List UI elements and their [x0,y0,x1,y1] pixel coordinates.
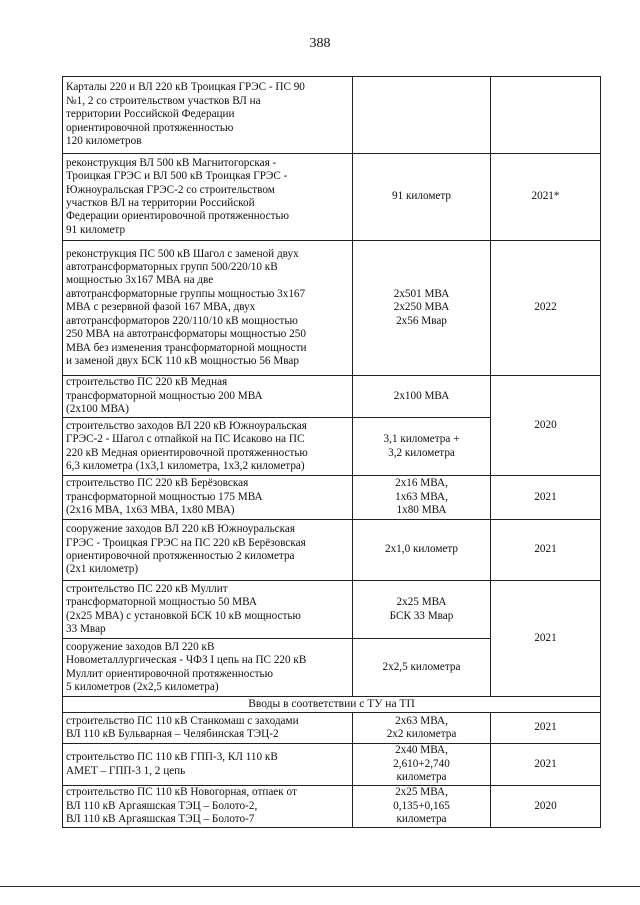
table-row [63,77,601,154]
row-value: 2х25 МВА, 0,135+0,165 километра [353,786,491,828]
row-value [353,77,491,154]
row-value: 2х63 МВА, 2х2 километра [353,713,491,744]
row-year: 2021 [491,520,601,581]
row-year: 2021 [491,713,601,744]
table-row [63,713,601,744]
row-year: 2021 [491,476,601,520]
row-description: строительство ПС 220 кВ Медная трансформаторной мощностью 200 МВА (2х100 МВА) [63,376,353,418]
row-value: 2х16 МВА, 1х63 МВА, 1х80 МВА [353,476,491,520]
table-row [63,476,601,520]
row-year: 2021* [491,154,601,241]
row-description: строительство ПС 220 кВ Муллит трансформаторной мощностью 50 МВА (2х25 МВА) с установкой БСК 10 кВ мощностью 33 Мвар [63,581,353,639]
table-row [63,520,601,581]
row-description: строительство ПС 220 кВ Берёзовская трансформаторной мощностью 175 МВА (2х16 МВА, 1х63 МВА, 1х80 МВА) [63,476,353,520]
table-row [63,376,601,418]
page-bottom-rule [0,886,640,887]
page-number: 388 [309,36,331,51]
row-value: 3,1 километра + 3,2 километра [353,418,491,476]
row-value: 2х40 МВА, 2,610+2,740 километра [353,744,491,786]
row-year: 2020 [491,786,601,828]
row-description: сооружение заходов ВЛ 220 кВ Новометаллургическая - ЧФЗ I цепь на ПС 220 кВ Муллит ориентировочной протяженностью 5 километров (2х2,5 километра) [63,639,353,697]
row-year [491,77,601,154]
projects-table [62,76,601,828]
row-description: сооружение заходов ВЛ 220 кВ Южноуральская ГРЭС - Троицкая ГРЭС на ПС 220 кВ Берёзовская ориентировочной протяженностью 2 километра (2х1 километр) [63,520,353,581]
row-description: реконструкция ВЛ 500 кВ Магнитогорская - Троицкая ГРЭС и ВЛ 500 кВ Троицкая ГРЭС - Южноуральская ГРЭС-2 со строительством участков ВЛ на территории Российской Федерации ориентировочной протяженностью 91 километр [63,154,353,241]
row-value: 2х1,0 километр [353,520,491,581]
row-year: 2020 [491,376,601,476]
row-value: 91 километр [353,154,491,241]
table-row [63,786,601,828]
row-year: 2021 [491,744,601,786]
table-row [63,241,601,376]
table-row [63,154,601,241]
row-description: реконструкция ПС 500 кВ Шагол с заменой двух автотрансформаторных групп 500/220/10 кВ мощностью 3х167 МВА на две автотрансформаторные группы мощностью 3х167 МВА с резервной фазой 167 МВА, двух автотрансформаторов 220/110/10 кВ мощностью 250 МВА на автотрансформаторы мощностью 250 МВА без изменения трансформаторной мощности и заменой двух БСК 110 кВ мощностью 56 Мвар [63,241,353,376]
row-description: строительство ПС 110 кВ Новогорная, отпаек от ВЛ 110 кВ Аргаяшская ТЭЦ – Болото-2, ВЛ 110 кВ Аргаяшская ТЭЦ – Болото-7 [63,786,353,828]
row-year: 2022 [491,241,601,376]
row-description: Карталы 220 и ВЛ 220 кВ Троицкая ГРЭС - ПС 90 №1, 2 со строительством участков ВЛ на территории Российской Федерации ориентировочной протяженностью 120 километров [63,77,353,154]
row-description: строительство ПС 110 кВ ГПП-3, КЛ 110 кВ АМЕТ – ГПП-3 1, 2 цепь [63,744,353,786]
row-value: 2х2,5 километра [353,639,491,697]
row-value: 2х501 МВА 2х250 МВА 2х56 Мвар [353,241,491,376]
row-year: 2021 [491,581,601,697]
row-value: 2х100 МВА [353,376,491,418]
row-description: строительство заходов ВЛ 220 кВ Южноуральская ГРЭС-2 - Шагол с отпайкой на ПС Исаково на ПС 220 кВ Медная ориентировочной протяженностью 6,3 километра (1х3,1 километра, 1х3,2 километра) [63,418,353,476]
table-row [63,581,601,639]
section-row [63,697,601,713]
row-value: 2х25 МВА БСК 33 Мвар [353,581,491,639]
table-row [63,744,601,786]
section-heading: Вводы в соответствии с ТУ на ТП [63,697,601,713]
row-description: строительство ПС 110 кВ Станкомаш с заходами ВЛ 110 кВ Бульварная – Челябинская ТЭЦ-2 [63,713,353,744]
